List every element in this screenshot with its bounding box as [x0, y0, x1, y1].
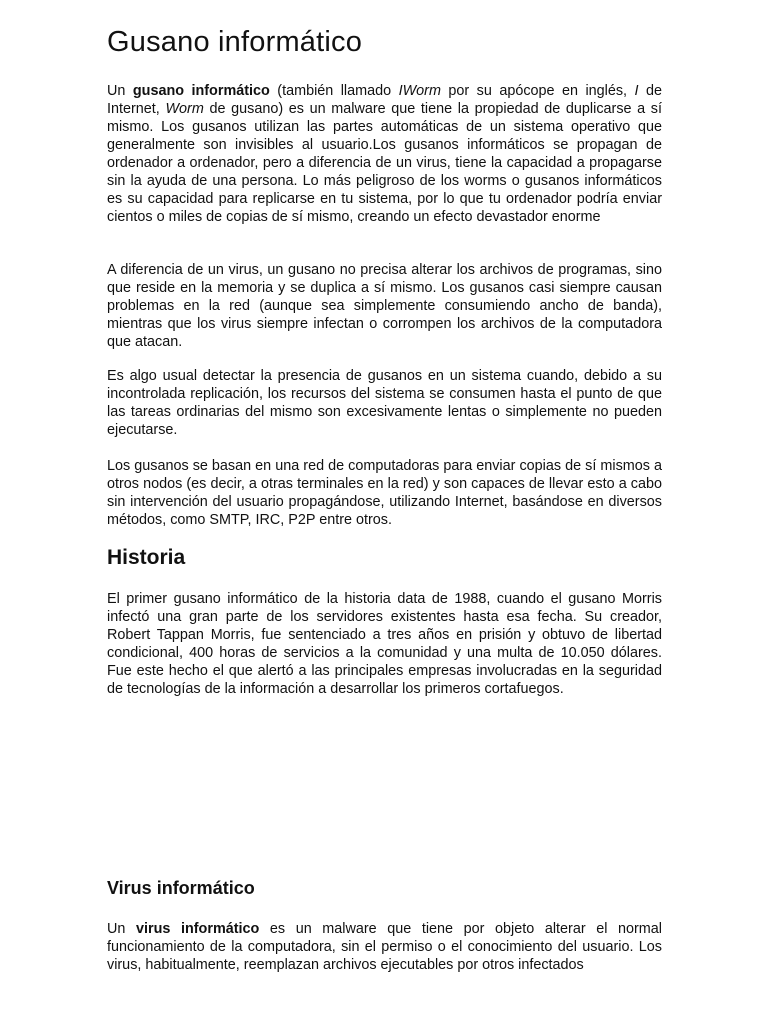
intro-paragraph-2: A diferencia de un virus, un gusano no precisa alterar los archivos de programas, sino que reside en la memoria y se duplica a sí mismo. Los gusanos casi siempre causan problemas en la red (aunque sea simplemente consumiendo ancho de banda), mientras que los virus siempre infectan o corrompen los archivos de la computadora que atacan. — [107, 262, 662, 350]
section-heading-virus: Virus informático — [107, 878, 255, 898]
text-run: (también llamado — [269, 83, 399, 99]
italic-term: IWorm — [398, 83, 441, 99]
historia-paragraph: El primer gusano informático de la historia data de 1988, cuando el gusano Morris infectó una gran parte de los servidores existentes hasta esa fecha. Su creador, Robert Tappan Morris, fue sentenciado a tres años en prisión y obtuvo de libertad condicional, 400 horas de servicios a la comunidad y una multa de 10.050 dólares. Fue este hecho el que alertó a las principales empresas involucradas en la seguridad de tecnologías de la información a desarrollar los primeros cortafuegos. — [107, 591, 662, 697]
text-run: por su apócope en inglés, — [440, 83, 635, 99]
text-run: de gusano) es un malware que tiene la propiedad de duplicarse a sí mismo. Los gusanos utilizan las partes automáticas de un sistema operativo que generalmente son invisibles al usuario.Los gusanos informáticos se propagan de ordenador a ordenador, pero a diferencia de un virus, tiene la capacidad a propagarse sin la ayuda de una persona. Lo más peligroso de los worms o gusanos informáticos es su capacidad para replicarse en tu sistema, por lo que tu ordenador podría enviar cientos o miles de copias de sí mismo, creando un efecto devastador enorme — [107, 101, 662, 225]
virus-paragraph — [107, 920, 662, 974]
text-run: es un malware que tiene por objeto alterar el normal funcionamiento de la computadora, sin el permiso o el conocimiento del usuario. Los virus, habitualmente, reemplazan archivos ejecutables por otros infectados — [107, 921, 662, 973]
text-run: Un — [107, 83, 133, 99]
intro-paragraph-4: Los gusanos se basan en una red de computadoras para enviar copias de sí mismos a otros nodos (es decir, a otras terminales en la red) y son capaces de llevar esto a cabo sin intervención del usuario propagándose, utilizando Internet, basándose en diversos métodos, como SMTP, IRC, P2P entre otros. — [107, 458, 662, 528]
bold-term: virus informático — [135, 921, 260, 937]
page-title: Gusano informático — [107, 26, 363, 58]
section-heading-historia: Historia — [107, 546, 186, 569]
italic-term: Worm — [165, 101, 204, 117]
intro-paragraph-3: Es algo usual detectar la presencia de gusanos en un sistema cuando, debido a su incontrolada replicación, los recursos del sistema se consumen hasta el punto de que las tareas ordinarias del mismo son excesivamente lentas o simplemente no pueden ejecutarse. — [107, 368, 662, 438]
text-run: Un — [107, 921, 136, 937]
italic-term: I — [634, 83, 639, 99]
text-run: de Internet, — [107, 83, 662, 117]
intro-paragraph-1 — [107, 82, 662, 226]
bold-term: gusano informático — [132, 83, 270, 99]
